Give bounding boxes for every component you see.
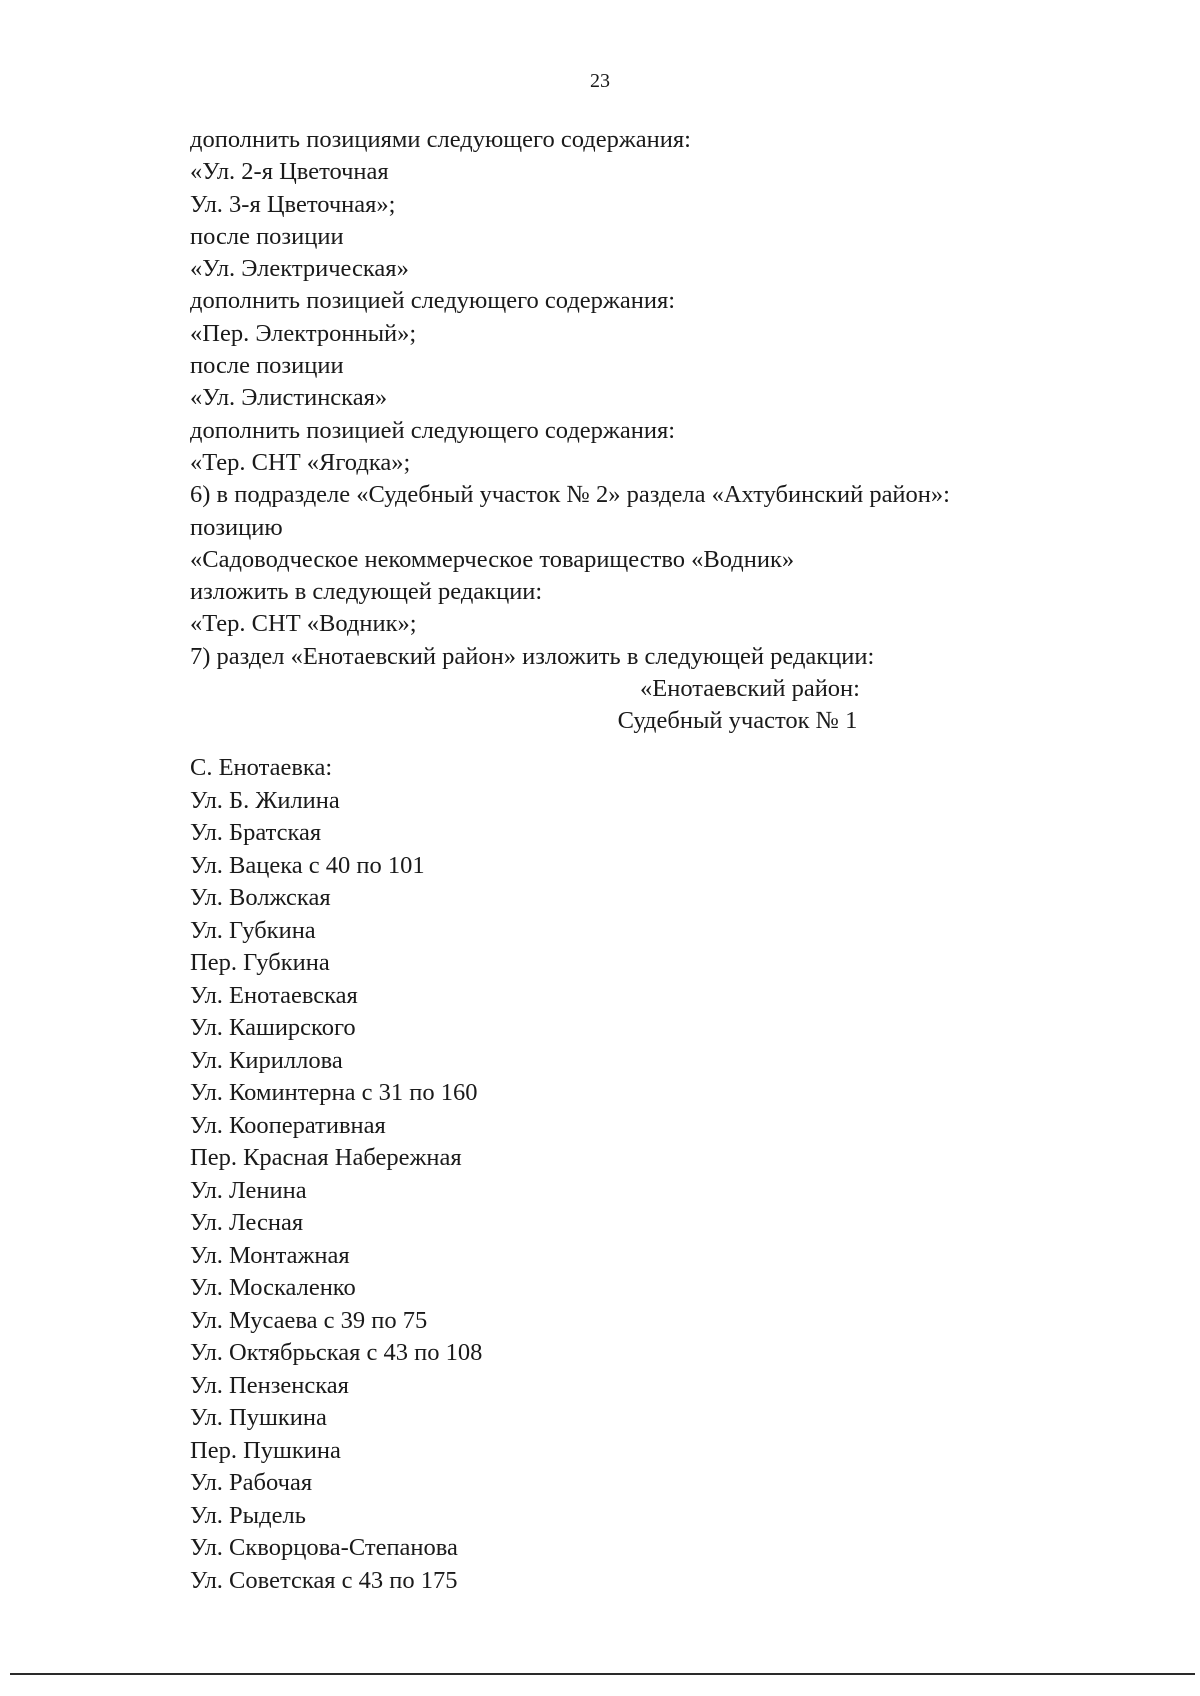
text-line: «Тер. СНТ «Водник»; [190,610,417,638]
list-item: Ул. Мусаева с 39 по 75 [190,1306,428,1334]
text-line: Ул. 3-я Цветочная»; [190,190,396,218]
text-line: изложить в следующей редакции: [190,578,543,606]
text-line: дополнить позицией следующего содержания: [190,416,676,444]
text-line: дополнить позициями следующего содержания: [190,126,691,153]
list-item: Ул. Кооперативная [190,1111,386,1139]
list-item: Ул. Вацека с 40 по 101 [190,851,425,879]
street-list [190,752,1090,1597]
section-heading: «Енотаевский район: [640,675,860,703]
list-item: Пер. Пушкина [190,1436,341,1464]
list-item: Ул. Пензенская [190,1371,349,1399]
list-item: Ул. Волжская [190,884,331,911]
text-line: позицию [190,513,283,541]
text-line: «Пер. Электронный»; [190,319,417,347]
text-line: «Тер. СНТ «Ягодка»; [190,448,411,476]
list-item: Ул. Октябрьская с 43 по 108 [190,1339,483,1366]
text-line: дополнить позицией следующего содержания: [190,287,676,315]
list-item: Ул. Губкина [190,916,316,944]
list-item: Ул. Лесная [190,1209,304,1236]
list-item: Ул. Рабочая [190,1469,313,1496]
page-bottom-divider [10,1673,1195,1675]
list-item: Ул. Рыдель [190,1501,306,1529]
list-item: Ул. Каширского [190,1014,356,1041]
list-item: Ул. Коминтерна с 31 по 160 [190,1079,478,1106]
text-line: 6) в подразделе «Судебный участок № 2» раздела «Ахтубинский район»: [190,481,950,509]
subsection-heading: Судебный участок № 1 [617,707,858,735]
list-item: Ул. Б. Жилина [190,786,340,814]
list-item: Ул. Москаленко [190,1274,356,1301]
text-line: «Ул. 2-я Цветочная [190,158,389,186]
list-item: Ул. Кириллова [190,1046,343,1074]
text-line: «Садоводческое некоммерческое товарищество «Водник» [190,545,795,573]
list-item: Ул. Ленина [190,1176,307,1204]
text-line: после позиции [190,222,344,250]
list-item: Ул. Братская [190,819,322,846]
text-line: после позиции [190,352,344,380]
list-item: Пер. Губкина [190,949,330,976]
list-item: Ул. Пушкина [190,1404,327,1431]
list-item: С. Енотаевка: [190,754,333,781]
list-item: Пер. Красная Набережная [190,1144,462,1171]
text-line: 7) раздел «Енотаевский район» изложить в следующей редакции: [190,642,875,670]
list-item: Ул. Советская с 43 по 175 [190,1566,458,1594]
text-line: «Ул. Элистинская» [190,384,388,412]
list-item: Ул. Монтажная [190,1241,350,1269]
list-item: Ул. Енотаевская [190,981,358,1009]
amendment-text [190,124,1110,738]
list-item: Ул. Скворцова-Степанова [190,1534,458,1561]
page-number: 23 [590,70,610,92]
text-line: «Ул. Электрическая» [190,255,409,283]
